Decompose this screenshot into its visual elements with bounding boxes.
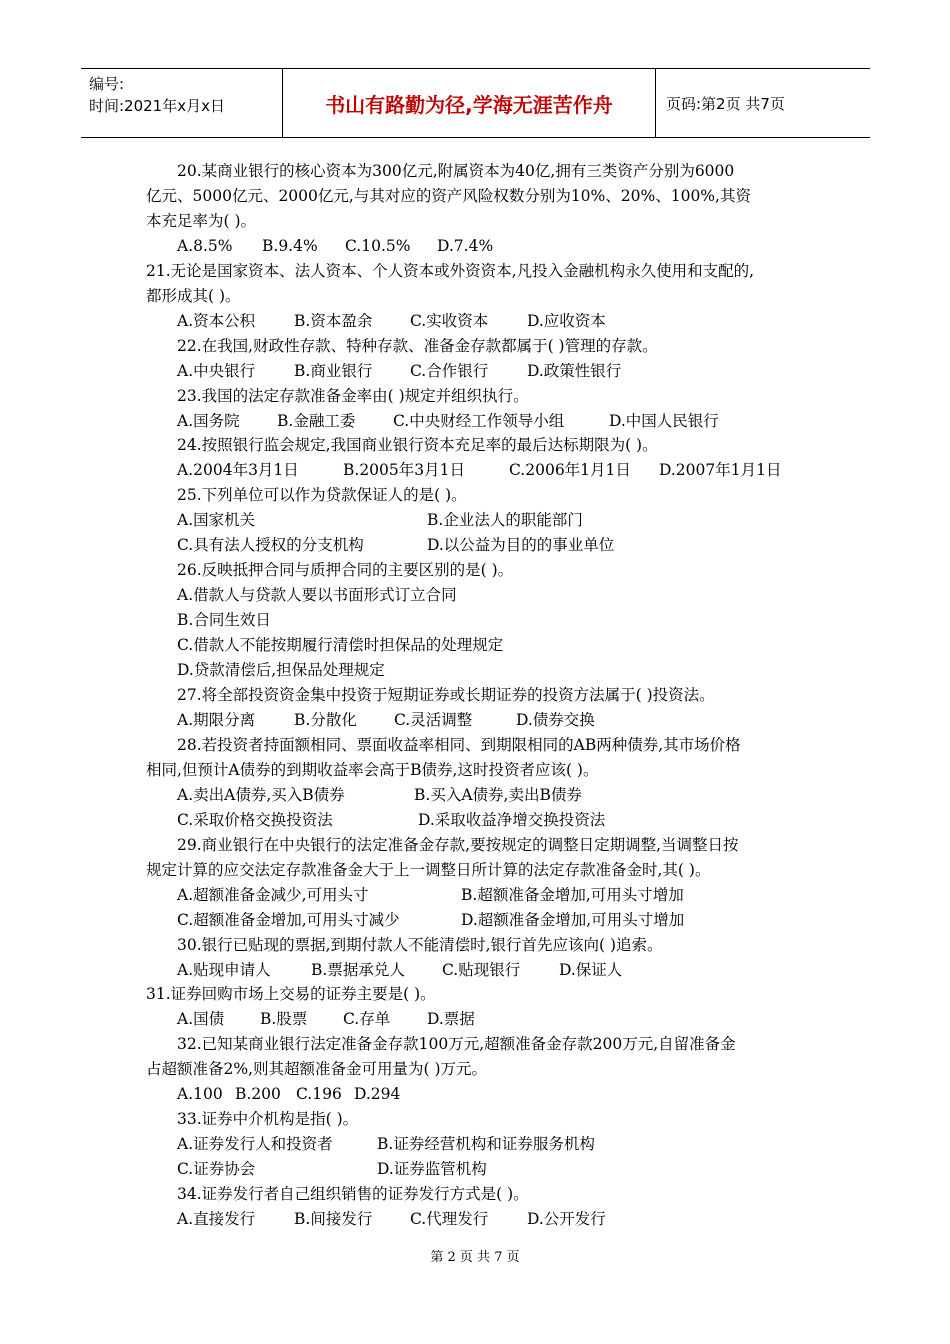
option-d: D.采取收益净增交换投资法 xyxy=(418,810,606,829)
option-d: D.中国人民银行 xyxy=(609,411,719,430)
question-33-options-row1 xyxy=(146,1132,821,1157)
question-25-text: 25.下列单位可以作为贷款保证人的是( )。 xyxy=(177,486,467,505)
option-c: C.具有法人授权的分支机构 xyxy=(177,536,364,555)
question-21-text-cont: 都形成其( )。 xyxy=(146,286,241,305)
option-c: C.灵活调整 xyxy=(394,710,473,729)
option-b: B.200 xyxy=(235,1085,281,1104)
option-a: A.国家机关 xyxy=(177,511,256,530)
option-a: A.证券发行人和投资者 xyxy=(177,1135,333,1154)
page-header xyxy=(81,68,870,138)
question-29-options-row1 xyxy=(146,883,821,908)
option-a: A.2004年3月1日 xyxy=(177,461,299,480)
question-24-options xyxy=(146,458,821,483)
motto: 书山有路勤为径,学海无涯苦作舟 xyxy=(283,69,656,137)
question-21-text: 21.无论是国家资本、法人资本、个人资本或外资资本,凡投入金融机构永久使用和支配的, xyxy=(146,261,755,280)
option-a: A.期限分离 xyxy=(177,710,256,729)
question-24-text: 24.按照银行监会规定,我国商业银行资本充足率的最后达标期限为( )。 xyxy=(177,436,658,455)
question-23-options xyxy=(146,409,821,434)
question-33-options-row2 xyxy=(146,1157,821,1182)
option-a: A.中央银行 xyxy=(177,361,256,380)
option-d: D.7.4% xyxy=(437,236,494,255)
option-b: B.2005年3月1日 xyxy=(343,461,465,480)
question-20-options xyxy=(146,234,821,259)
option-c: C.采取价格交换投资法 xyxy=(177,810,333,829)
option-d: D.2007年1月1日 xyxy=(659,461,782,480)
option-d: D.保证人 xyxy=(559,960,623,979)
page-footer: 第 2 页 共 7 页 xyxy=(430,1250,520,1265)
option-d: D.证券监管机构 xyxy=(377,1160,487,1179)
question-34-text: 34.证券发行者自己组织销售的证券发行方式是( )。 xyxy=(177,1185,529,1204)
option-c: C.196 xyxy=(296,1085,342,1104)
number-label: 编号: xyxy=(89,75,125,93)
option-c: C.实收资本 xyxy=(410,311,489,330)
option-b: B.合同生效日 xyxy=(177,611,271,630)
option-b: B.商业银行 xyxy=(294,361,373,380)
option-b: B.金融工委 xyxy=(277,411,356,430)
question-31-text: 31.证券回购市场上交易的证券主要是( )。 xyxy=(146,985,436,1004)
question-31-options xyxy=(146,1007,821,1032)
question-20-text: 20.某商业银行的核心资本为300亿元,附属资本为40亿,拥有三类资产分别为6000 xyxy=(177,162,735,180)
option-b: B.买入A债券,卖出B债券 xyxy=(414,785,582,804)
option-b: B.分散化 xyxy=(294,710,357,729)
option-d: D.公开发行 xyxy=(527,1210,606,1229)
question-27-options xyxy=(146,708,821,733)
question-32-text: 32.已知某商业银行法定准备金存款100万元,超额准备金存款200万元,自留准备金 xyxy=(177,1035,736,1054)
header-left xyxy=(81,69,283,137)
option-c: C.10.5% xyxy=(345,236,411,255)
question-28-text: 28.若投资者持面额相同、票面收益率相同、到期限相同的AB两种债券,其市场价格 xyxy=(177,735,741,754)
question-28-text-cont: 相同,但预计A债券的到期收益率会高于B债券,这时投资者应该( )。 xyxy=(146,760,599,779)
question-20-text-cont: 亿元、5000亿元、2000亿元,与其对应的资产风险权数分别为10%、20%、100%,其资 xyxy=(146,186,751,205)
option-c: C.贴现银行 xyxy=(442,960,521,979)
option-a: A.借款人与贷款人要以书面形式订立合同 xyxy=(177,586,457,605)
option-c: C.借款人不能按期履行清偿时担保品的处理规定 xyxy=(177,636,504,655)
option-d: D.294 xyxy=(354,1085,401,1104)
question-25-options-row1 xyxy=(146,508,821,533)
option-d: D.债券交换 xyxy=(516,710,595,729)
question-28-options-row2 xyxy=(146,808,821,833)
option-d: D.政策性银行 xyxy=(527,361,622,380)
option-a: A.资本公积 xyxy=(177,311,256,330)
option-c: C.证券协会 xyxy=(177,1160,256,1179)
option-a: A.超额准备金减少,可用头寸 xyxy=(177,885,369,904)
option-d: D.应收资本 xyxy=(527,311,606,330)
question-30-text: 30.银行已贴现的票据,到期付款人不能清偿时,银行首先应该向( )追索。 xyxy=(177,935,663,954)
option-a: A.直接发行 xyxy=(177,1210,256,1229)
date-label: 时间:2021年x月x日 xyxy=(89,97,225,115)
option-b: B.企业法人的职能部门 xyxy=(427,511,583,530)
question-33-text: 33.证券中介机构是指( )。 xyxy=(177,1110,359,1129)
option-a: A.国务院 xyxy=(177,411,240,430)
option-c: C.中央财经工作领导小组 xyxy=(393,411,565,430)
option-b: B.间接发行 xyxy=(294,1210,373,1229)
question-22-text: 22.在我国,财政性存款、特种存款、准备金存款都属于( )管理的存款。 xyxy=(177,336,658,355)
option-b: B.证券经营机构和证券服务机构 xyxy=(377,1135,595,1154)
option-b: B.9.4% xyxy=(262,236,318,255)
question-29-text: 29.商业银行在中央银行的法定准备金存款,要按规定的调整日定期调整,当调整日按 xyxy=(177,835,739,854)
question-27-text: 27.将全部投资资金集中投资于短期证券或长期证券的投资方法属于( )投资法。 xyxy=(177,686,715,705)
question-28-options-row1 xyxy=(146,783,821,808)
option-a: A.100 xyxy=(177,1085,223,1104)
question-25-options-row2 xyxy=(146,533,821,558)
option-d: D.以公益为目的的事业单位 xyxy=(427,536,615,555)
option-a: A.8.5% xyxy=(177,236,233,255)
option-c: C.超额准备金增加,可用头寸减少 xyxy=(177,910,400,929)
question-34-options xyxy=(146,1207,821,1232)
question-22-options xyxy=(146,359,821,384)
option-c: C.存单 xyxy=(343,1010,391,1029)
question-30-options xyxy=(146,958,821,983)
option-d: D.贷款清偿后,担保品处理规定 xyxy=(177,661,385,680)
option-a: A.贴现申请人 xyxy=(177,960,271,979)
option-d: D.超额准备金增加,可用头寸增加 xyxy=(461,910,685,929)
option-b: B.票据承兑人 xyxy=(311,960,405,979)
question-23-text: 23.我国的法定存款准备金率由( )规定并组织执行。 xyxy=(177,386,529,405)
option-a: A.国债 xyxy=(177,1010,225,1029)
question-29-options-row2 xyxy=(146,908,821,933)
option-b: B.资本盈余 xyxy=(294,311,373,330)
question-29-text-cont: 规定计算的应交法定存款准备金大于上一调整日所计算的法定存款准备金时,其( )。 xyxy=(146,860,711,879)
question-32-text-cont: 占超额准备2%,则其超额准备金可用量为( )万元。 xyxy=(146,1060,488,1079)
question-26-text: 26.反映抵押合同与质押合同的主要区别的是( )。 xyxy=(177,561,514,580)
option-a: A.卖出A债券,买入B债券 xyxy=(177,785,345,804)
option-b: B.股票 xyxy=(260,1010,308,1029)
option-d: D.票据 xyxy=(427,1010,475,1029)
option-b: B.超额准备金增加,可用头寸增加 xyxy=(461,885,684,904)
question-32-options xyxy=(146,1082,821,1107)
option-c: C.2006年1月1日 xyxy=(509,461,631,480)
option-c: C.代理发行 xyxy=(410,1210,489,1229)
question-21-options xyxy=(146,309,821,334)
page-label: 页码:第2页 共7页 xyxy=(666,94,785,113)
question-20-text-cont: 本充足率为( )。 xyxy=(146,211,257,230)
question-list xyxy=(146,159,821,1232)
option-c: C.合作银行 xyxy=(410,361,489,380)
